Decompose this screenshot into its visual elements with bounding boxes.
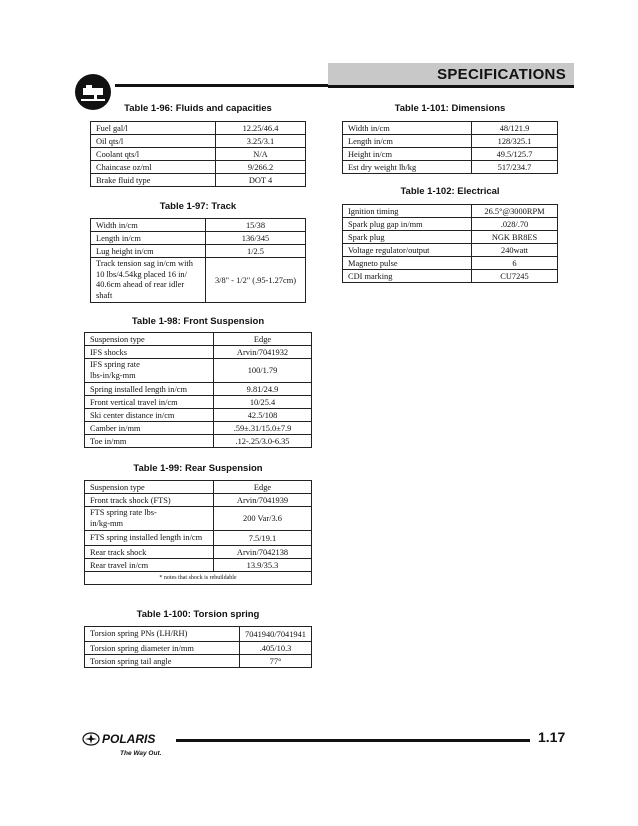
row-label: Rear track shock — [85, 546, 214, 559]
row-value: 26.5°@3000RPM — [472, 205, 558, 218]
table-row — [85, 572, 312, 585]
row-value: 200 Var/3.6 — [214, 507, 312, 531]
row-label: Spark plug gap in/mm — [343, 218, 472, 231]
table-97 — [90, 218, 306, 303]
row-label: Brake fluid type — [91, 174, 216, 187]
table-96-caption: Table 1-96: Fluids and capacities — [124, 103, 272, 114]
table-101-caption: Table 1-101: Dimensions — [394, 103, 506, 114]
table-row — [343, 148, 558, 161]
row-label: Chaincase oz/ml — [91, 161, 216, 174]
row-value: 3/8" - 1/2" (.95-1.27cm) — [206, 258, 306, 303]
row-label: Length in/cm — [343, 135, 472, 148]
row-value: NGK BR8ES — [472, 231, 558, 244]
table-row — [85, 409, 312, 422]
row-label: FTS spring installed length in/cm — [85, 531, 214, 546]
table-99-caption: Table 1-99: Rear Suspension — [133, 463, 263, 474]
row-value: 1/2.5 — [206, 245, 306, 258]
table-row — [85, 494, 312, 507]
row-value: Arvin/7042138 — [214, 546, 312, 559]
row-label: Length in/cm — [91, 232, 206, 245]
row-label: Camber in/mm — [85, 422, 214, 435]
table-98-caption: Table 1-98: Front Suspension — [131, 316, 265, 327]
row-label: Oil qts/l — [91, 135, 216, 148]
table-row — [85, 481, 312, 494]
table-row — [91, 148, 306, 161]
table-100 — [84, 626, 312, 668]
row-label: Suspension type — [85, 333, 214, 346]
row-label: Fuel gal/l — [91, 122, 216, 135]
row-label: Width in/cm — [343, 122, 472, 135]
table-row — [343, 270, 558, 283]
header-bar — [328, 63, 574, 88]
row-value: 12.25/46.4 — [216, 122, 306, 135]
row-label: Spring installed length in/cm — [85, 383, 214, 396]
table-row — [91, 161, 306, 174]
row-value: 77° — [240, 655, 312, 668]
table-row — [85, 531, 312, 546]
row-label: Coolant qts/l — [91, 148, 216, 161]
table-row — [91, 245, 306, 258]
row-value: .405/10.3 — [240, 642, 312, 655]
table-row — [85, 627, 312, 642]
row-value: 15/38 — [206, 219, 306, 232]
row-value: 7.5/19.1 — [214, 531, 312, 546]
table-row — [85, 422, 312, 435]
table-row — [91, 135, 306, 148]
table-row — [343, 231, 558, 244]
row-value: Edge — [214, 333, 312, 346]
row-value: 9.81/24.9 — [214, 383, 312, 396]
row-label: Ignition timing — [343, 205, 472, 218]
row-label: Torsion spring PNs (LH/RH) — [85, 627, 240, 642]
table-row — [85, 642, 312, 655]
table-row — [85, 333, 312, 346]
table-row — [91, 232, 306, 245]
row-label: CDI marking — [343, 270, 472, 283]
page-title: SPECIFICATIONS — [437, 66, 566, 83]
row-label: Suspension type — [85, 481, 214, 494]
table-97-caption: Table 1-97: Track — [159, 201, 237, 212]
row-label: Est dry weight lb/kg — [343, 161, 472, 174]
row-value: Edge — [214, 481, 312, 494]
row-label: Lug height in/cm — [91, 245, 206, 258]
table-row — [343, 135, 558, 148]
row-value: 517/234.7 — [472, 161, 558, 174]
row-value: 136/345 — [206, 232, 306, 245]
table-row — [343, 218, 558, 231]
table-98 — [84, 332, 312, 448]
row-value: N/A — [216, 148, 306, 161]
table-row — [91, 258, 306, 303]
row-value: 49.5/125.7 — [472, 148, 558, 161]
row-value: CU7245 — [472, 270, 558, 283]
polaris-logo — [82, 729, 174, 759]
table-99 — [84, 480, 312, 585]
brand-tagline: The Way Out. — [120, 750, 162, 757]
row-value: 48/121.9 — [472, 122, 558, 135]
row-label: Torsion spring diameter in/mm — [85, 642, 240, 655]
row-label: IFS shocks — [85, 346, 214, 359]
table-102 — [342, 204, 558, 283]
table-row — [85, 383, 312, 396]
row-value: DOT 4 — [216, 174, 306, 187]
table-96 — [90, 121, 306, 187]
table-row — [85, 546, 312, 559]
table-row — [85, 507, 312, 531]
row-value: 240watt — [472, 244, 558, 257]
row-value: Arvin/7041932 — [214, 346, 312, 359]
row-value: 42.5/108 — [214, 409, 312, 422]
row-label: Height in/cm — [343, 148, 472, 161]
table-row — [343, 161, 558, 174]
row-value: 6 — [472, 257, 558, 270]
table-101 — [342, 121, 558, 174]
row-label: FTS spring rate lbs-in/kg-mm — [85, 507, 214, 531]
table-102-caption: Table 1-102: Electrical — [400, 186, 500, 197]
row-value: 100/1.79 — [214, 359, 312, 383]
row-value: 10/25.4 — [214, 396, 312, 409]
row-value: 128/325.1 — [472, 135, 558, 148]
table-row — [343, 244, 558, 257]
table-row — [91, 174, 306, 187]
table-row — [91, 219, 306, 232]
row-value: .59±.31/15.0±7.9 — [214, 422, 312, 435]
table-row — [85, 559, 312, 572]
row-value: 13.9/35.3 — [214, 559, 312, 572]
header-rule — [115, 84, 328, 87]
table-row — [85, 435, 312, 448]
row-value: .12-.25/3.0-6.35 — [214, 435, 312, 448]
row-label: Voltage regulator/output — [343, 244, 472, 257]
table-row — [343, 257, 558, 270]
row-value: 9/266.2 — [216, 161, 306, 174]
table-100-caption: Table 1-100: Torsion spring — [136, 609, 260, 620]
row-label: Front track shock (FTS) — [85, 494, 214, 507]
row-label: Torsion spring tail angle — [85, 655, 240, 668]
table-row — [343, 205, 558, 218]
row-label: IFS spring rate lbs-in/kg-mm — [85, 359, 214, 383]
row-value: 7041940/7041941 — [240, 627, 312, 642]
table-note: * notes that shock is rebuildable — [85, 572, 312, 585]
table-row — [85, 346, 312, 359]
row-value: Arvin/7041939 — [214, 494, 312, 507]
footer-rule — [176, 739, 530, 742]
row-label: Toe in/mm — [85, 435, 214, 448]
row-label: Rear travel in/cm — [85, 559, 214, 572]
table-row — [91, 122, 306, 135]
brand-name: POLARIS — [102, 732, 156, 746]
table-row — [343, 122, 558, 135]
row-label: Front vertical travel in/cm — [85, 396, 214, 409]
row-label: Spark plug — [343, 231, 472, 244]
row-label: Ski center distance in/cm — [85, 409, 214, 422]
table-row — [85, 359, 312, 383]
table-row — [85, 655, 312, 668]
page-number: 1.17 — [538, 729, 566, 745]
table-row — [85, 396, 312, 409]
row-label: Track tension sag in/cm with 10 lbs/4.54kg placed 16 in/ 40.6cm ahead of rear idler shaft — [91, 258, 206, 303]
row-label: Magneto pulse — [343, 257, 472, 270]
row-value: 3.25/3.1 — [216, 135, 306, 148]
row-value: .028/.70 — [472, 218, 558, 231]
row-label: Width in/cm — [91, 219, 206, 232]
